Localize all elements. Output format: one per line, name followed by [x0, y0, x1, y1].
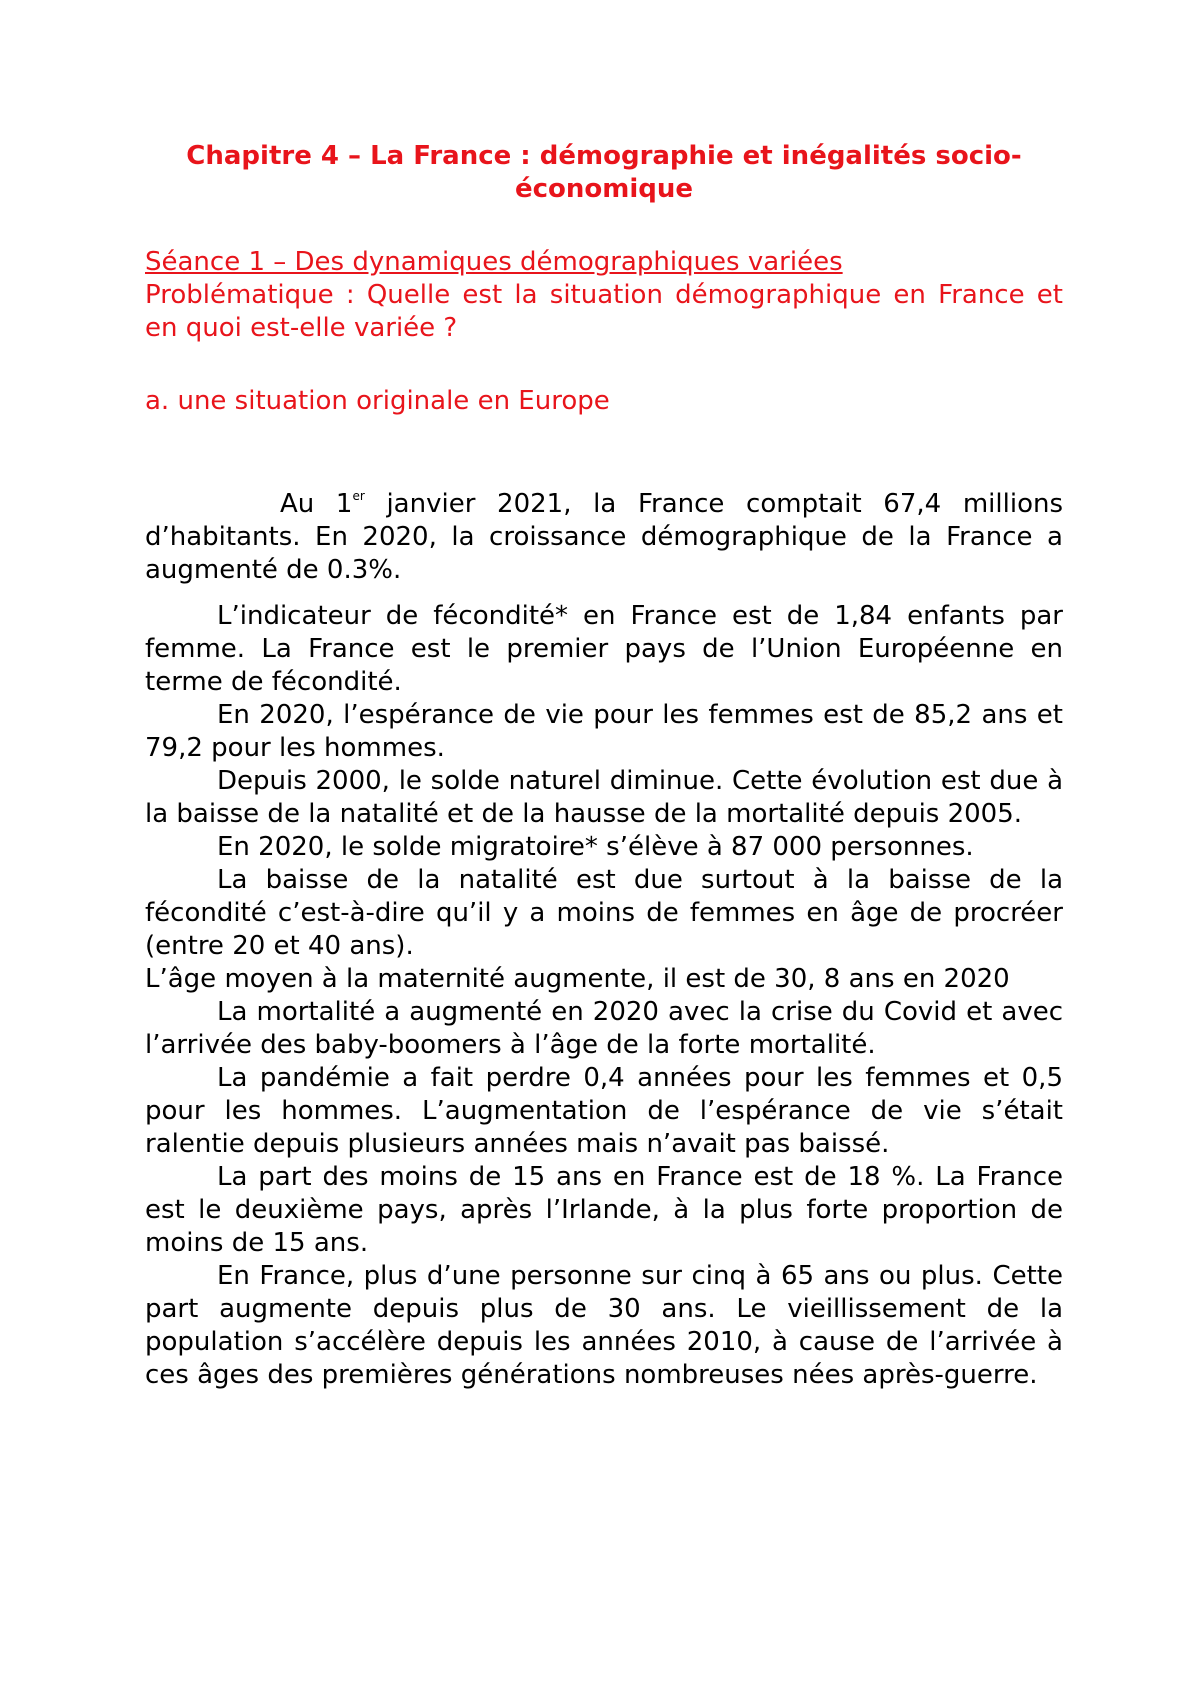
document-content: [145, 140, 1063, 1392]
paragraph-solde-migratoire: En 2020, le solde migratoire* s’élève à 87 000 personnes.: [217, 832, 974, 862]
paragraph-esperance-vie: En 2020, l’espérance de vie pour les femmes est de 85,2 ans et 79,2 pour les hommes.: [145, 700, 1063, 763]
paragraph-baisse-natalite: La baisse de la natalité est due surtout à la baisse de la fécondité c’est-à-dire qu’il y a moins de femmes en âge de procréer (entre 20 et 40 ans).: [145, 865, 1063, 961]
seance-title: Séance 1 – Des dynamiques démographiques variées: [145, 247, 843, 277]
paragraph-mortalite: La mortalité a augmenté en 2020 avec la crise du Covid et avec l’arrivée des baby-boomers à l’âge de la forte mortalité.: [145, 997, 1063, 1060]
paragraph-pandemie: La pandémie a fait perdre 0,4 années pour les femmes et 0,5 pour les hommes. L’augmentation de l’espérance de vie s’était ralentie depuis plusieurs années mais n’avait pas baissé.: [145, 1063, 1063, 1159]
intro-text-start: Au 1: [280, 489, 353, 519]
problematique: Problématique : Quelle est la situation démographique en France et en quoi est-elle variée ?: [145, 280, 1063, 343]
intro-text-rest: janvier 2021, la France comptait 67,4 millions d’habitants. En 2020, la croissance démographique de la France a augmenté de 0.3%.: [145, 489, 1063, 585]
ordinal-superscript: er: [352, 489, 365, 503]
paragraph-solde-naturel: Depuis 2000, le solde naturel diminue. Cette évolution est due à la baisse de la natalité et de la hausse de la mortalité depuis 2005.: [145, 766, 1063, 829]
paragraph-moins-15-ans: La part des moins de 15 ans en France est de 18 %. La France est le deuxième pays, après l’Irlande, à la plus forte proportion de moins de 15 ans.: [145, 1162, 1063, 1258]
section-a-heading: a. une situation originale en Europe: [145, 386, 610, 416]
paragraph-fecondite: L’indicateur de fécondité* en France est de 1,84 enfants par femme. La France est le premier pays de l’Union Européenne en terme de fécondité.: [145, 601, 1063, 697]
paragraph-age-maternite: L’âge moyen à la maternité augmente, il est de 30, 8 ans en 2020: [145, 964, 1010, 994]
paragraph-vieillissement: En France, plus d’une personne sur cinq à 65 ans ou plus. Cette part augmente depuis plus de 30 ans. Le vieillissement de la population s’accélère depuis les années 2010, à cause de l’arrivée à ces âges des premières générations nombreuses nées après-guerre.: [145, 1261, 1063, 1390]
chapter-title: Chapitre 4 – La France : démographie et inégalités socio-économique: [186, 141, 1022, 204]
intro-paragraph: [145, 488, 1063, 587]
